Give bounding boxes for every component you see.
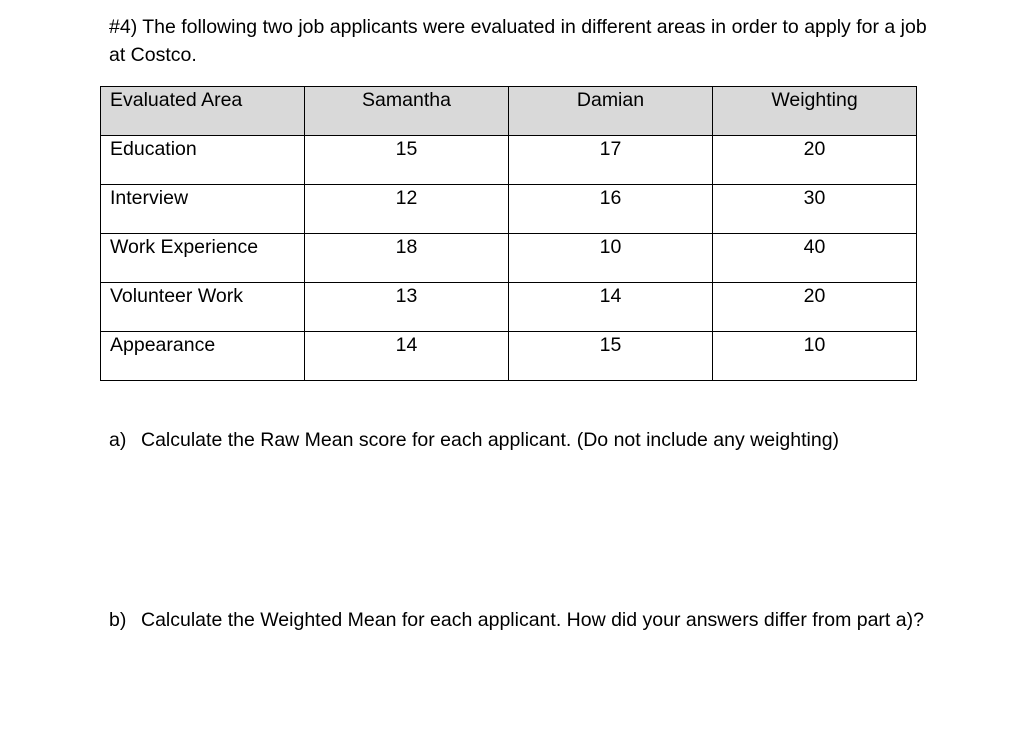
- table-row: [101, 234, 917, 283]
- header-evaluated-area: Evaluated Area: [101, 87, 305, 136]
- damian-score-cell: 14: [509, 283, 713, 332]
- samantha-score-cell: 12: [305, 185, 509, 234]
- header-weighting: Weighting: [713, 87, 917, 136]
- weighting-cell: 10: [713, 332, 917, 381]
- damian-score-cell: 15: [509, 332, 713, 381]
- table-row: [101, 332, 917, 381]
- damian-score-cell: 17: [509, 136, 713, 185]
- samantha-score-cell: 13: [305, 283, 509, 332]
- part-b-text: Calculate the Weighted Mean for each applicant. How did your answers differ from part a)?: [141, 609, 924, 631]
- samantha-score-cell: 14: [305, 332, 509, 381]
- area-cell: Appearance: [101, 332, 305, 381]
- area-cell: Education: [101, 136, 305, 185]
- header-samantha: Samantha: [305, 87, 509, 136]
- area-cell: Volunteer Work: [101, 283, 305, 332]
- weighting-cell: 40: [713, 234, 917, 283]
- table-row: [101, 136, 917, 185]
- damian-score-cell: 10: [509, 234, 713, 283]
- damian-score-cell: 16: [509, 185, 713, 234]
- samantha-score-cell: 18: [305, 234, 509, 283]
- weighting-cell: 30: [713, 185, 917, 234]
- weighting-cell: 20: [713, 283, 917, 332]
- table-row: [101, 185, 917, 234]
- evaluation-table: [100, 86, 917, 381]
- area-cell: Interview: [101, 185, 305, 234]
- weighting-cell: 20: [713, 136, 917, 185]
- question-text: #4) The following two job applicants were evaluated in different areas in order to apply for a job at Costco.: [109, 16, 927, 66]
- part-b-question: [109, 606, 929, 634]
- part-b-label: b): [109, 609, 127, 631]
- area-cell: Work Experience: [101, 234, 305, 283]
- table-header-row: [101, 87, 917, 136]
- part-a-question: [109, 426, 929, 454]
- table-row: [101, 283, 917, 332]
- part-a-label: a): [109, 429, 127, 451]
- samantha-score-cell: 15: [305, 136, 509, 185]
- header-damian: Damian: [509, 87, 713, 136]
- part-a-text: Calculate the Raw Mean score for each applicant. (Do not include any weighting): [141, 429, 840, 451]
